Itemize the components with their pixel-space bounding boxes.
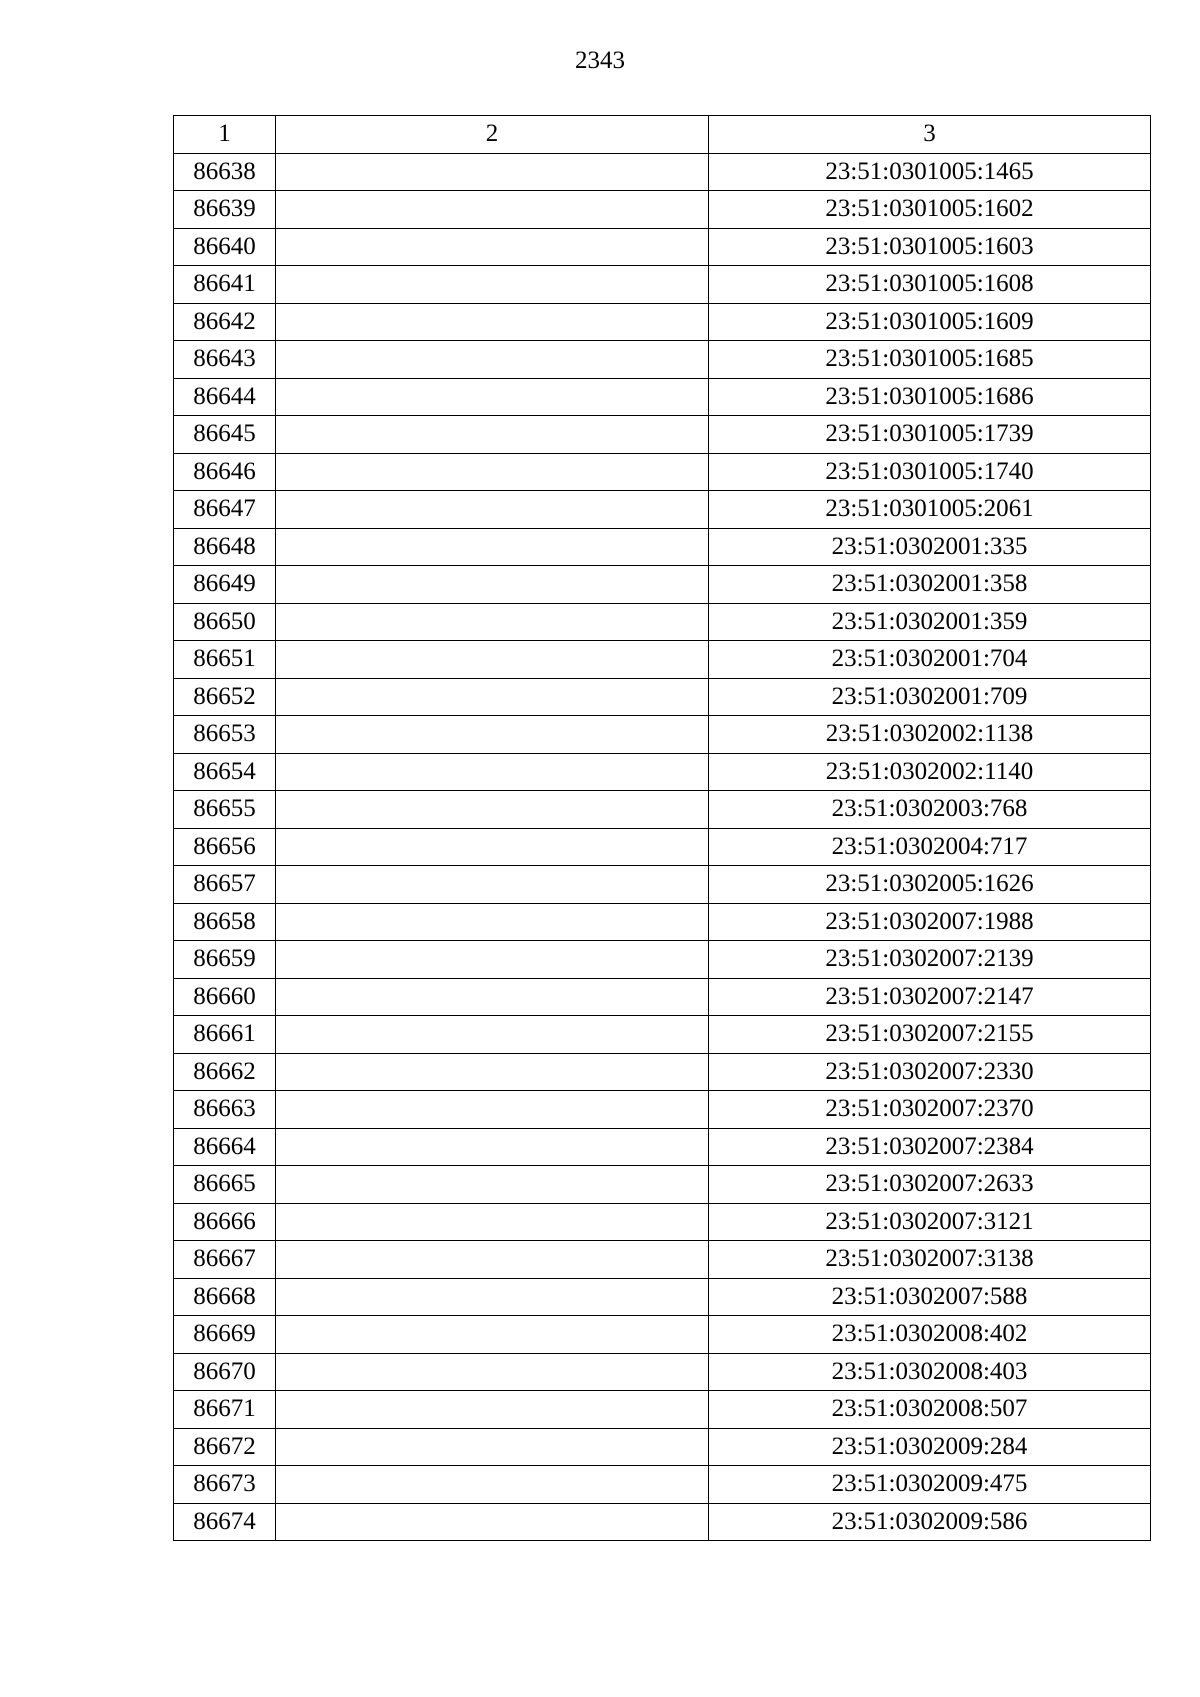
row-number: 86646 xyxy=(174,453,276,491)
cadastral-number: 23:51:0301005:1740 xyxy=(709,453,1151,491)
cadastral-number: 23:51:0302007:2155 xyxy=(709,1016,1151,1054)
cadastral-number: 23:51:0301005:1739 xyxy=(709,416,1151,454)
cadastral-number: 23:51:0302001:709 xyxy=(709,678,1151,716)
table-row xyxy=(174,228,1151,266)
cadastral-number: 23:51:0302007:3121 xyxy=(709,1203,1151,1241)
row-description xyxy=(276,1053,709,1091)
table-row xyxy=(174,1428,1151,1466)
row-description xyxy=(276,1278,709,1316)
table-row xyxy=(174,1316,1151,1354)
header-col-2: 2 xyxy=(276,116,709,154)
row-description xyxy=(276,453,709,491)
row-number: 86667 xyxy=(174,1241,276,1279)
row-number: 86641 xyxy=(174,266,276,304)
row-description xyxy=(276,753,709,791)
table-body xyxy=(174,153,1151,1541)
table-row xyxy=(174,1278,1151,1316)
table-row xyxy=(174,341,1151,379)
row-description xyxy=(276,1353,709,1391)
row-description xyxy=(276,678,709,716)
table-row xyxy=(174,1128,1151,1166)
table-row xyxy=(174,378,1151,416)
row-number: 86671 xyxy=(174,1391,276,1429)
cadastral-number: 23:51:0301005:1686 xyxy=(709,378,1151,416)
cadastral-number: 23:51:0302009:586 xyxy=(709,1503,1151,1541)
row-number: 86645 xyxy=(174,416,276,454)
table-row xyxy=(174,1166,1151,1204)
table-row xyxy=(174,1241,1151,1279)
row-number: 86647 xyxy=(174,491,276,529)
table-row xyxy=(174,566,1151,604)
table-row xyxy=(174,753,1151,791)
row-description xyxy=(276,603,709,641)
cadastral-number: 23:51:0302002:1140 xyxy=(709,753,1151,791)
table-row xyxy=(174,791,1151,829)
row-number: 86649 xyxy=(174,566,276,604)
table-row xyxy=(174,266,1151,304)
row-number: 86666 xyxy=(174,1203,276,1241)
row-number: 86655 xyxy=(174,791,276,829)
cadastral-number: 23:51:0302007:2633 xyxy=(709,1166,1151,1204)
table-row xyxy=(174,828,1151,866)
table-row xyxy=(174,528,1151,566)
header-row xyxy=(174,116,1151,154)
table-row xyxy=(174,678,1151,716)
table-row xyxy=(174,303,1151,341)
row-number: 86670 xyxy=(174,1353,276,1391)
table-row xyxy=(174,941,1151,979)
cadastral-number: 23:51:0302002:1138 xyxy=(709,716,1151,754)
row-description xyxy=(276,566,709,604)
cadastral-number: 23:51:0301005:1609 xyxy=(709,303,1151,341)
header-col-3: 3 xyxy=(709,116,1151,154)
cadastral-number: 23:51:0302009:284 xyxy=(709,1428,1151,1466)
row-number: 86638 xyxy=(174,153,276,191)
table-row xyxy=(174,1016,1151,1054)
cadastral-number: 23:51:0301005:1465 xyxy=(709,153,1151,191)
cadastral-number: 23:51:0301005:1602 xyxy=(709,191,1151,229)
row-number: 86642 xyxy=(174,303,276,341)
row-number: 86661 xyxy=(174,1016,276,1054)
row-number: 86650 xyxy=(174,603,276,641)
header-col-1: 1 xyxy=(174,116,276,154)
row-description xyxy=(276,641,709,679)
row-description xyxy=(276,1128,709,1166)
cadastral-number: 23:51:0302007:2147 xyxy=(709,978,1151,1016)
cadastral-number: 23:51:0302001:359 xyxy=(709,603,1151,641)
row-description xyxy=(276,228,709,266)
row-description xyxy=(276,1503,709,1541)
row-description xyxy=(276,1203,709,1241)
row-number: 86657 xyxy=(174,866,276,904)
table-row xyxy=(174,1353,1151,1391)
row-description xyxy=(276,303,709,341)
cadastral-number: 23:51:0302008:507 xyxy=(709,1391,1151,1429)
table-row xyxy=(174,903,1151,941)
row-description xyxy=(276,1466,709,1504)
table-row xyxy=(174,1053,1151,1091)
table-row xyxy=(174,491,1151,529)
table-row xyxy=(174,191,1151,229)
row-number: 86659 xyxy=(174,941,276,979)
row-description xyxy=(276,903,709,941)
cadastral-number: 23:51:0302005:1626 xyxy=(709,866,1151,904)
row-description xyxy=(276,378,709,416)
cadastral-number: 23:51:0301005:1603 xyxy=(709,228,1151,266)
table-row xyxy=(174,1391,1151,1429)
table-row xyxy=(174,1503,1151,1541)
row-number: 86669 xyxy=(174,1316,276,1354)
row-description xyxy=(276,1428,709,1466)
row-description xyxy=(276,1316,709,1354)
row-description xyxy=(276,1166,709,1204)
row-number: 86668 xyxy=(174,1278,276,1316)
table-row xyxy=(174,1091,1151,1129)
cadastral-number: 23:51:0302007:1988 xyxy=(709,903,1151,941)
table-row xyxy=(174,641,1151,679)
row-description xyxy=(276,416,709,454)
row-description xyxy=(276,1241,709,1279)
row-number: 86673 xyxy=(174,1466,276,1504)
row-description xyxy=(276,791,709,829)
row-description xyxy=(276,941,709,979)
row-number: 86639 xyxy=(174,191,276,229)
cadastral-number: 23:51:0302007:2384 xyxy=(709,1128,1151,1166)
cadastral-number: 23:51:0302001:358 xyxy=(709,566,1151,604)
cadastral-number: 23:51:0302008:403 xyxy=(709,1353,1151,1391)
row-description xyxy=(276,978,709,1016)
row-number: 86644 xyxy=(174,378,276,416)
cadastral-number: 23:51:0302004:717 xyxy=(709,828,1151,866)
row-number: 86653 xyxy=(174,716,276,754)
row-description xyxy=(276,1016,709,1054)
row-number: 86656 xyxy=(174,828,276,866)
row-description xyxy=(276,153,709,191)
row-number: 86672 xyxy=(174,1428,276,1466)
table-row xyxy=(174,866,1151,904)
cadastral-number: 23:51:0302007:2370 xyxy=(709,1091,1151,1129)
row-number: 86660 xyxy=(174,978,276,1016)
cadastral-number: 23:51:0302008:402 xyxy=(709,1316,1151,1354)
cadastral-number: 23:51:0302009:475 xyxy=(709,1466,1151,1504)
table-row xyxy=(174,1203,1151,1241)
row-description xyxy=(276,1091,709,1129)
row-number: 86648 xyxy=(174,528,276,566)
row-number: 86665 xyxy=(174,1166,276,1204)
row-description xyxy=(276,491,709,529)
row-number: 86652 xyxy=(174,678,276,716)
cadastral-table xyxy=(173,115,1151,1541)
row-description xyxy=(276,266,709,304)
cadastral-number: 23:51:0302001:335 xyxy=(709,528,1151,566)
row-description xyxy=(276,528,709,566)
page-number: 2343 xyxy=(575,47,625,74)
row-number: 86664 xyxy=(174,1128,276,1166)
row-number: 86640 xyxy=(174,228,276,266)
row-number: 86663 xyxy=(174,1091,276,1129)
cadastral-number: 23:51:0301005:2061 xyxy=(709,491,1151,529)
table-row xyxy=(174,153,1151,191)
row-description xyxy=(276,191,709,229)
table-row xyxy=(174,978,1151,1016)
row-number: 86654 xyxy=(174,753,276,791)
row-description xyxy=(276,1391,709,1429)
cadastral-number: 23:51:0302007:2139 xyxy=(709,941,1151,979)
row-number: 86651 xyxy=(174,641,276,679)
row-description xyxy=(276,828,709,866)
cadastral-number: 23:51:0302003:768 xyxy=(709,791,1151,829)
row-number: 86674 xyxy=(174,1503,276,1541)
row-description xyxy=(276,866,709,904)
row-description xyxy=(276,716,709,754)
row-number: 86662 xyxy=(174,1053,276,1091)
table-row xyxy=(174,416,1151,454)
cadastral-number: 23:51:0302007:2330 xyxy=(709,1053,1151,1091)
row-number: 86658 xyxy=(174,903,276,941)
table-row xyxy=(174,603,1151,641)
row-description xyxy=(276,341,709,379)
row-number: 86643 xyxy=(174,341,276,379)
table-row xyxy=(174,1466,1151,1504)
table-row xyxy=(174,716,1151,754)
cadastral-number: 23:51:0302007:3138 xyxy=(709,1241,1151,1279)
table-row xyxy=(174,453,1151,491)
cadastral-number: 23:51:0302001:704 xyxy=(709,641,1151,679)
cadastral-number: 23:51:0301005:1685 xyxy=(709,341,1151,379)
cadastral-number: 23:51:0302007:588 xyxy=(709,1278,1151,1316)
cadastral-number: 23:51:0301005:1608 xyxy=(709,266,1151,304)
